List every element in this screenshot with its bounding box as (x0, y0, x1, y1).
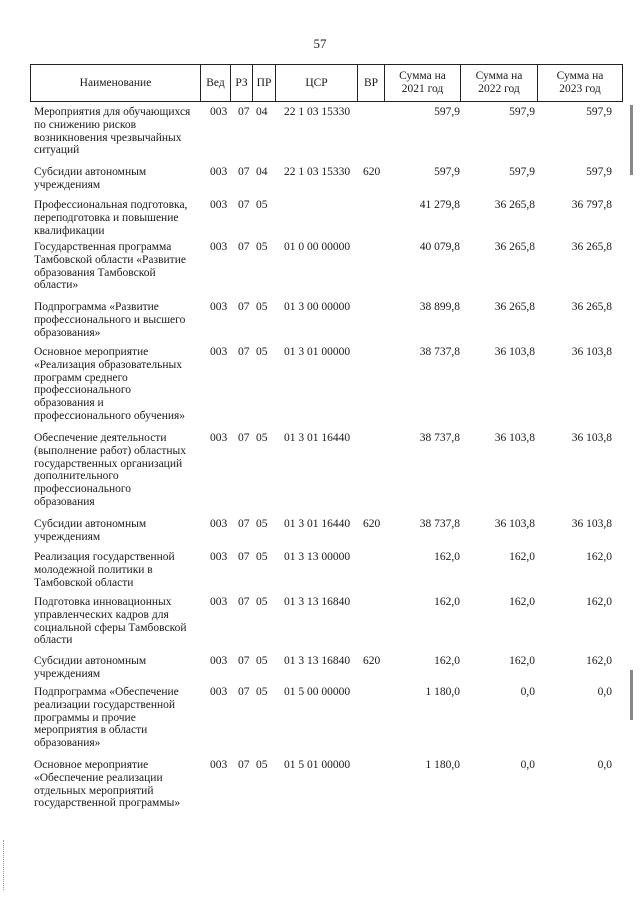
row-csr: 01 3 01 00000 (284, 346, 351, 358)
row-ved: 003 (210, 596, 228, 608)
row-sum-2021: 40 079,8 (419, 241, 460, 253)
row-sum-2022: 36 103,8 (494, 346, 535, 358)
row-pr: 05 (256, 241, 268, 253)
header-ved: Вед (201, 65, 231, 101)
row-rz: 07 (238, 106, 250, 118)
row-sum-2021: 38 737,8 (419, 518, 460, 530)
row-name: Субсидии автономным учреждениям (34, 166, 147, 191)
row-sum-2022: 162,0 (509, 551, 535, 563)
header-vr: ВР (358, 65, 385, 101)
row-sum-2023: 162,0 (586, 655, 612, 667)
row-pr: 05 (256, 551, 268, 563)
header-csr: ЦСР (276, 65, 358, 101)
row-sum-2022: 36 103,8 (494, 432, 535, 444)
row-sum-2022: 36 265,8 (494, 241, 535, 253)
row-csr: 01 0 00 00000 (284, 241, 351, 253)
row-sum-2022: 597,9 (509, 106, 535, 118)
row-sum-2021: 38 899,8 (419, 301, 460, 313)
scan-edge-dots (3, 840, 5, 890)
row-rz: 07 (238, 551, 250, 563)
row-rz: 07 (238, 241, 250, 253)
row-sum-2021: 162,0 (434, 551, 460, 563)
row-name: Основное мероприятие «Обеспечение реализации отдельных мероприятий государственной программы» (34, 759, 181, 810)
row-name: Мероприятия для обучающихся по снижению рисков возникновения чрезвычайных ситуаций (34, 106, 191, 157)
row-pr: 05 (256, 346, 268, 358)
row-sum-2023: 162,0 (586, 596, 612, 608)
row-csr: 01 5 00 00000 (284, 686, 351, 698)
row-name: Обеспечение деятельности (выполнение работ) областных государственных организаций дополнительного профессионального образования (34, 432, 186, 508)
row-sum-2023: 36 265,8 (571, 241, 612, 253)
header-sum-2021: Сумма на 2021 год (385, 65, 461, 101)
row-sum-2021: 1 180,0 (425, 759, 460, 771)
row-name: Реализация государственной молодежной политики в Тамбовской области (34, 551, 175, 589)
row-ved: 003 (210, 301, 228, 313)
row-name: Субсидии автономным учреждениям (34, 518, 147, 543)
row-rz: 07 (238, 301, 250, 313)
row-ved: 003 (210, 759, 228, 771)
row-sum-2023: 597,9 (586, 106, 612, 118)
row-pr: 05 (256, 432, 268, 444)
row-rz: 07 (238, 199, 250, 211)
row-pr: 05 (256, 686, 268, 698)
row-csr: 01 3 13 16840 (284, 655, 351, 667)
row-sum-2023: 36 265,8 (571, 301, 612, 313)
row-vr: 620 (363, 166, 381, 178)
row-csr: 01 3 01 16440 (284, 432, 351, 444)
row-csr: 22 1 03 15330 (284, 166, 351, 178)
row-rz: 07 (238, 166, 250, 178)
row-pr: 04 (256, 166, 268, 178)
row-csr: 22 1 03 15330 (284, 106, 351, 118)
row-sum-2022: 597,9 (509, 166, 535, 178)
row-name: Профессиональная подготовка, переподготовка и повышение квалификации (34, 199, 188, 237)
row-rz: 07 (238, 596, 250, 608)
row-rz: 07 (238, 518, 250, 530)
row-ved: 003 (210, 518, 228, 530)
row-sum-2022: 162,0 (509, 655, 535, 667)
header-name: Наименование (31, 65, 201, 101)
header-pr: ПР (253, 65, 276, 101)
header-sum-2023: Сумма на 2023 год (556, 70, 604, 95)
row-ved: 003 (210, 199, 228, 211)
row-ved: 003 (210, 551, 228, 563)
row-name: Субсидии автономным учреждениям (34, 655, 147, 680)
row-sum-2022: 0,0 (520, 686, 535, 698)
row-ved: 003 (210, 346, 228, 358)
row-sum-2021: 162,0 (434, 655, 460, 667)
row-sum-2023: 0,0 (597, 686, 612, 698)
row-sum-2023: 36 103,8 (571, 432, 612, 444)
row-ved: 003 (210, 241, 228, 253)
header-rz: РЗ (231, 65, 253, 101)
row-csr: 01 3 01 16440 (284, 518, 351, 530)
row-sum-2021: 38 737,8 (419, 432, 460, 444)
row-ved: 003 (210, 106, 228, 118)
row-pr: 05 (256, 759, 268, 771)
row-rz: 07 (238, 759, 250, 771)
row-rz: 07 (238, 432, 250, 444)
row-sum-2021: 597,9 (434, 106, 460, 118)
row-name: Подготовка инновационных управленческих кадров для социальной сферы Тамбовской области (34, 596, 187, 647)
row-rz: 07 (238, 686, 250, 698)
row-name: Подпрограмма «Обеспечение реализации государственной программы и прочие мероприятия в области образования» (34, 686, 179, 750)
row-name: Подпрограмма «Развитие профессионального и высшего образования» (34, 301, 186, 339)
row-sum-2022: 36 103,8 (494, 518, 535, 530)
header-sum-2022: Сумма на 2022 год (461, 65, 538, 101)
row-sum-2023: 36 103,8 (571, 518, 612, 530)
row-csr: 01 3 13 00000 (284, 551, 351, 563)
row-vr: 620 (363, 518, 381, 530)
scan-margin-mark (630, 105, 633, 175)
row-ved: 003 (210, 686, 228, 698)
row-rz: 07 (238, 655, 250, 667)
row-sum-2023: 162,0 (586, 551, 612, 563)
row-sum-2022: 162,0 (509, 596, 535, 608)
row-pr: 05 (256, 199, 268, 211)
row-sum-2022: 36 265,8 (494, 301, 535, 313)
row-ved: 003 (210, 655, 228, 667)
page-number: 57 (313, 36, 327, 51)
row-sum-2021: 597,9 (434, 166, 460, 178)
row-csr: 01 3 00 00000 (284, 301, 351, 313)
row-pr: 05 (256, 518, 268, 530)
row-pr: 05 (256, 655, 268, 667)
row-name: Государственная программа Тамбовской области «Развитие образования Тамбовской области» (34, 241, 186, 292)
row-ved: 003 (210, 432, 228, 444)
row-pr: 04 (256, 106, 268, 118)
row-pr: 05 (256, 596, 268, 608)
row-sum-2022: 0,0 (520, 759, 535, 771)
row-sum-2023: 36 797,8 (571, 199, 612, 211)
row-sum-2022: 36 265,8 (494, 199, 535, 211)
row-csr: 01 5 01 00000 (284, 759, 351, 771)
row-sum-2023: 36 103,8 (571, 346, 612, 358)
row-sum-2021: 1 180,0 (425, 686, 460, 698)
row-pr: 05 (256, 301, 268, 313)
row-csr: 01 3 13 16840 (284, 596, 351, 608)
row-name: Основное мероприятие «Реализация образовательных программ среднего профессионального образования и профессионального обучения» (34, 346, 186, 422)
row-ved: 003 (210, 166, 228, 178)
row-sum-2021: 162,0 (434, 596, 460, 608)
row-rz: 07 (238, 346, 250, 358)
row-sum-2023: 597,9 (586, 166, 612, 178)
scan-margin-mark (630, 670, 633, 720)
row-sum-2023: 0,0 (597, 759, 612, 771)
row-sum-2021: 41 279,8 (419, 199, 460, 211)
row-vr: 620 (363, 655, 381, 667)
row-sum-2021: 38 737,8 (419, 346, 460, 358)
